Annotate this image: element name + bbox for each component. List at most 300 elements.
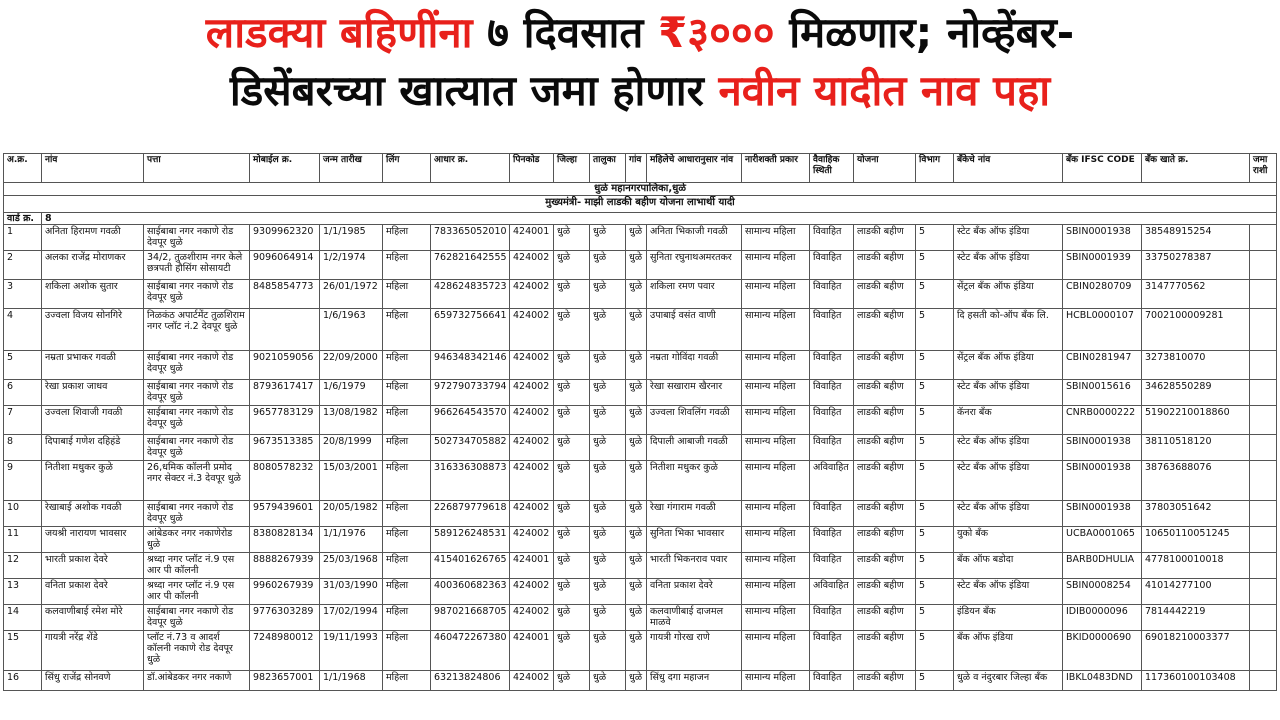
table-cell: लाडकी बहीण [854, 380, 916, 406]
table-cell: 25/03/1968 [320, 553, 383, 579]
table-cell: 9823657001 [250, 671, 320, 691]
table-cell: 34/2, तुळशीराम नगर केले छत्रपती हौसिंग सोसायटी [144, 251, 250, 280]
table-cell: धुळे [554, 225, 590, 251]
headline-red-text-2: नवीन यादीत नाव पहा [718, 66, 1051, 115]
table-cell [1250, 280, 1277, 309]
table-cell: 424002 [510, 351, 554, 380]
table-cell: आंबेडकर नगर नकाणेरोड धुळे [144, 527, 250, 553]
table-cell: दि हसती को-ऑप बँक लि. [954, 309, 1063, 351]
table-cell: 9309962320 [250, 225, 320, 251]
table-cell: 424002 [510, 251, 554, 280]
table-row [4, 527, 1277, 553]
table-cell: सामान्य महिला [742, 527, 810, 553]
table-cell: 424002 [510, 309, 554, 351]
table-cell: 38763688076 [1142, 461, 1250, 501]
table-cell: स्टेट बँक ऑफ इंडिया [954, 579, 1063, 605]
table-cell: 26,धमिक कॉलनी प्रमोद नगर सेक्टर नं.3 देवपूर धुळे [144, 461, 250, 501]
table-cell: 4 [4, 309, 42, 351]
beneficiary-table [3, 153, 1277, 691]
table-cell [1250, 501, 1277, 527]
table-cell: 20/05/1982 [320, 501, 383, 527]
table-cell: सामान्य महिला [742, 553, 810, 579]
column-header: मोबाईल क्र. [250, 154, 320, 183]
column-header: जन्म तारीख [320, 154, 383, 183]
table-cell: सामान्य महिला [742, 501, 810, 527]
table-cell: धुळे [626, 631, 647, 671]
table-cell: महिला [383, 225, 431, 251]
column-header: जिल्हा [554, 154, 590, 183]
table-cell: 20/8/1999 [320, 435, 383, 461]
table-cell: श्रध्दा नगर प्लॉट नं.9 एस आर पी कॉलनी [144, 553, 250, 579]
table-cell: धुळे [590, 351, 626, 380]
headline-amount: ₹३००० [658, 8, 775, 57]
column-header: लिंग [383, 154, 431, 183]
table-row [4, 406, 1277, 435]
table-cell: धुळे [554, 380, 590, 406]
table-cell: विवाहित [810, 225, 854, 251]
table-cell: 1/6/1963 [320, 309, 383, 351]
table-cell: धुळे [590, 225, 626, 251]
table-cell: धुळे [554, 605, 590, 631]
table-row [4, 380, 1277, 406]
table-cell: 7002100009281 [1142, 309, 1250, 351]
column-header: बँक खाते क्र. [1142, 154, 1250, 183]
column-header: योजना [854, 154, 916, 183]
table-cell: जयश्री नारायण भावसार [42, 527, 144, 553]
table-cell: 4778100010018 [1142, 553, 1250, 579]
table-cell [1250, 251, 1277, 280]
headline-text-2: मिळणार; नोव्हेंबर- [789, 8, 1075, 57]
scheme-title: मुख्यमंत्री- माझी लाडकी बहीण योजना लाभार्थी यादी [4, 196, 1277, 213]
table-cell: महिला [383, 527, 431, 553]
table-row [4, 309, 1277, 351]
table-cell: स्टेट बँक ऑफ इंडिया [954, 380, 1063, 406]
table-cell: धुळे [590, 501, 626, 527]
table-cell: SBIN0001938 [1063, 435, 1142, 461]
table-cell: 7814442219 [1142, 605, 1250, 631]
table-cell: 17/02/1994 [320, 605, 383, 631]
column-header: पत्ता [144, 154, 250, 183]
table-cell: धुळे [554, 251, 590, 280]
column-header: अ.क्र. [4, 154, 42, 183]
table-cell: 3147770562 [1142, 280, 1250, 309]
ward-label: वार्ड क्र. [4, 213, 42, 225]
table-cell: 428624835723 [431, 280, 510, 309]
table-cell: लाडकी बहीण [854, 605, 916, 631]
table-cell: लाडकी बहीण [854, 406, 916, 435]
table-cell: 5 [916, 527, 954, 553]
table-cell: 8 [4, 435, 42, 461]
table-cell: लाडकी बहीण [854, 251, 916, 280]
table-cell: सामान्य महिला [742, 309, 810, 351]
table-cell: 37803051642 [1142, 501, 1250, 527]
table-cell: विवाहित [810, 527, 854, 553]
table-cell: महिला [383, 631, 431, 671]
table-body [4, 225, 1277, 691]
table-cell: धुळे [626, 251, 647, 280]
table-cell: धुळे [626, 406, 647, 435]
table-cell: सिंधु राजेंद्र सोनवणे [42, 671, 144, 691]
table-cell: धुळे [590, 671, 626, 691]
table-cell: 5 [916, 671, 954, 691]
table-cell: लाडकी बहीण [854, 501, 916, 527]
table-row [4, 251, 1277, 280]
table-cell: सामान्य महिला [742, 406, 810, 435]
table-cell: धुळे [554, 631, 590, 671]
table-cell: रेखा गंगाराम गवळी [647, 501, 742, 527]
table-cell: 33750278387 [1142, 251, 1250, 280]
table-cell: 1/2/1974 [320, 251, 383, 280]
table-cell: सेंट्रल बँक ऑफ इंडिया [954, 351, 1063, 380]
column-header: वैवाहिक स्थिती [810, 154, 854, 183]
table-cell: UCBA0001065 [1063, 527, 1142, 553]
table-cell [1250, 225, 1277, 251]
table-cell: 424002 [510, 280, 554, 309]
table-cell: लाडकी बहीण [854, 351, 916, 380]
table-cell: धुळे [626, 435, 647, 461]
table-cell: 424001 [510, 553, 554, 579]
table-cell: 424001 [510, 631, 554, 671]
table-cell: अविवाहित [810, 579, 854, 605]
table-cell: 972790733794 [431, 380, 510, 406]
table-cell: 5 [916, 579, 954, 605]
table-cell: शकिला रमण पवार [647, 280, 742, 309]
table-cell: 69018210003377 [1142, 631, 1250, 671]
table-cell: धुळे [554, 406, 590, 435]
table-cell: रेखाबाई अशोक गवळी [42, 501, 144, 527]
table-cell: उज्वला शिवाजी गवळी [42, 406, 144, 435]
table-cell: 51902210018860 [1142, 406, 1250, 435]
table-cell: 946348342146 [431, 351, 510, 380]
table-row [4, 461, 1277, 501]
table-cell: धुळे व नंदुरबार जिल्हा बँक [954, 671, 1063, 691]
table-cell: 1/6/1979 [320, 380, 383, 406]
table-cell: वनिता प्रकाश देवरे [42, 579, 144, 605]
table-row [4, 225, 1277, 251]
table-cell: 424002 [510, 461, 554, 501]
table-cell: लाडकी बहीण [854, 527, 916, 553]
ward-number: 8 [42, 213, 1277, 225]
column-header: पिनकोड [510, 154, 554, 183]
table-cell: धुळे [554, 435, 590, 461]
headline-text-3: डिसेंबरच्या खात्यात जमा होणार [229, 66, 704, 115]
table-cell: महिला [383, 435, 431, 461]
table-cell: SBIN0001938 [1063, 225, 1142, 251]
table-cell: 1/1/1976 [320, 527, 383, 553]
table-cell: 34628550289 [1142, 380, 1250, 406]
table-cell: 460472267380 [431, 631, 510, 671]
table-cell: महिला [383, 280, 431, 309]
headline-red-text: लाडक्या बहिणींना [205, 8, 473, 57]
table-cell: 1/1/1985 [320, 225, 383, 251]
table-cell: लाडकी बहीण [854, 225, 916, 251]
table-cell: उपाबाई वसंत वाणी [647, 309, 742, 351]
table-cell: दिपाली आबाजी गवळी [647, 435, 742, 461]
table-cell: रेखा सखाराम खैरनार [647, 380, 742, 406]
table-cell: रेखा प्रकाश जाधव [42, 380, 144, 406]
table-cell: युको बँक [954, 527, 1063, 553]
org-name: धुळे महानगरपालिका,धुळे [4, 183, 1277, 196]
table-cell: विवाहित [810, 605, 854, 631]
table-cell: महिला [383, 501, 431, 527]
table-cell: साईबाबा नगर नकाणे रोड देवपूर धुळे [144, 380, 250, 406]
table-cell: 10650110051245 [1142, 527, 1250, 553]
table-cell [250, 309, 320, 351]
table-cell: BKID0000690 [1063, 631, 1142, 671]
table-cell: सामान्य महिला [742, 579, 810, 605]
table-cell: बँक ऑफ बडोदा [954, 553, 1063, 579]
table-cell: 6 [4, 380, 42, 406]
table-cell [1250, 461, 1277, 501]
table-cell: विवाहित [810, 251, 854, 280]
table-cell [1250, 553, 1277, 579]
table-cell: लाडकी बहीण [854, 671, 916, 691]
table-cell: 5 [916, 251, 954, 280]
table-cell: 1/1/1968 [320, 671, 383, 691]
table-cell: 7 [4, 406, 42, 435]
table-cell: धुळे [626, 225, 647, 251]
table-cell: सामान्य महिला [742, 461, 810, 501]
table-cell: 415401626765 [431, 553, 510, 579]
table-cell: 1 [4, 225, 42, 251]
table-cell: 9096064914 [250, 251, 320, 280]
table-cell: धुळे [590, 406, 626, 435]
table-cell: धुळे [590, 605, 626, 631]
table-cell: 38110518120 [1142, 435, 1250, 461]
table-cell: 9657783129 [250, 406, 320, 435]
table-cell: 5 [916, 225, 954, 251]
table-cell: महिला [383, 251, 431, 280]
table-cell: विवाहित [810, 631, 854, 671]
table-row [4, 579, 1277, 605]
table-cell: लाडकी बहीण [854, 579, 916, 605]
table-cell: दिपाबाई गणेश दहिहंडे [42, 435, 144, 461]
table-cell: बँक ऑफ इंडिया [954, 631, 1063, 671]
table-cell: धुळे [590, 461, 626, 501]
table-cell: 424002 [510, 380, 554, 406]
table-cell: सामान्य महिला [742, 351, 810, 380]
table-cell: सामान्य महिला [742, 251, 810, 280]
table-cell: नितीशा मधुकर कुळे [42, 461, 144, 501]
table-cell: महिला [383, 406, 431, 435]
headline-text: ७ दिवसात [487, 8, 644, 57]
table-cell: IDIB0000096 [1063, 605, 1142, 631]
column-header: बँक IFSC CODE [1063, 154, 1142, 183]
table-cell: स्टेट बँक ऑफ इंडिया [954, 501, 1063, 527]
table-cell: अविवाहित [810, 461, 854, 501]
table-cell: 16 [4, 671, 42, 691]
table-cell: धुळे [626, 553, 647, 579]
table-cell: प्लॉट नं.73 व आदर्श कॉलनी नकाणे रोड देवपूर धुळे [144, 631, 250, 671]
table-cell: 8080578232 [250, 461, 320, 501]
table-cell: सिंधु दगा महाजन [647, 671, 742, 691]
table-cell: लाडकी बहीण [854, 435, 916, 461]
table-cell: महिला [383, 671, 431, 691]
table-cell: सामान्य महिला [742, 631, 810, 671]
table-cell: लाडकी बहीण [854, 553, 916, 579]
column-header: गांव [626, 154, 647, 183]
table-cell: धुळे [626, 579, 647, 605]
table-cell: साईबाबा नगर नकाणे रोड देवपूर धुळे [144, 406, 250, 435]
table-cell: 424002 [510, 406, 554, 435]
table-cell: उज्वला विजय सोनगिरे [42, 309, 144, 351]
table-cell: 5 [916, 501, 954, 527]
table-cell: धुळे [554, 309, 590, 351]
table-cell: 14 [4, 605, 42, 631]
table-cell: विवाहित [810, 309, 854, 351]
table-cell: अनिता हिरामण गवळी [42, 225, 144, 251]
table-cell: सुनिता रघुनाथअमरतकर [647, 251, 742, 280]
column-header: नांव [42, 154, 144, 183]
table-cell: 9 [4, 461, 42, 501]
table-cell: गायत्री नरेंद्र शेंडे [42, 631, 144, 671]
table-cell: अनिता भिकाजी गवळी [647, 225, 742, 251]
table-cell: 8888267939 [250, 553, 320, 579]
table-cell: धुळे [626, 605, 647, 631]
table-cell: BARB0DHULIA [1063, 553, 1142, 579]
table-cell: 15/03/2001 [320, 461, 383, 501]
table-cell: 10 [4, 501, 42, 527]
table-cell: महिला [383, 461, 431, 501]
table-cell: 3273810070 [1142, 351, 1250, 380]
table-cell: सामान्य महिला [742, 225, 810, 251]
table-cell: 762821642555 [431, 251, 510, 280]
table-cell: अलका राजेंद्र मोराणकर [42, 251, 144, 280]
table-cell: विवाहित [810, 380, 854, 406]
table-row [4, 671, 1277, 691]
table-cell [1250, 351, 1277, 380]
table-cell: लाडकी बहीण [854, 631, 916, 671]
table-cell: 424002 [510, 501, 554, 527]
table-cell: धुळे [626, 351, 647, 380]
table-cell: विवाहित [810, 406, 854, 435]
table-cell: 8485854773 [250, 280, 320, 309]
column-header: तालुका [590, 154, 626, 183]
table-cell: 15 [4, 631, 42, 671]
table-cell: नितीशा मधुकर कुळे [647, 461, 742, 501]
table-cell: 5 [916, 605, 954, 631]
table-cell: HCBL0000107 [1063, 309, 1142, 351]
table-cell: धुळे [590, 579, 626, 605]
table-cell: साईबाबा नगर नकाणे रोड देवपूर धुळे [144, 351, 250, 380]
table-cell: SBIN0001938 [1063, 501, 1142, 527]
table-cell: साईबाबा नगर नकाणे रोड देवपूर धुळे [144, 225, 250, 251]
table-cell: नम्रता प्रभाकर गवळी [42, 351, 144, 380]
table-cell: उज्वला शिवलिंग गवळी [647, 406, 742, 435]
table-cell: गायत्री गोरख राणे [647, 631, 742, 671]
table-cell: सुनिता भिका भावसार [647, 527, 742, 553]
column-header: विभाग [916, 154, 954, 183]
table-cell: सेंट्रल बँक ऑफ इंडिया [954, 280, 1063, 309]
table-cell: धुळे [626, 309, 647, 351]
table-cell: 11 [4, 527, 42, 553]
table-cell: 7248980012 [250, 631, 320, 671]
table-cell: 424002 [510, 435, 554, 461]
table-cell: महिला [383, 605, 431, 631]
table-cell: 400360682363 [431, 579, 510, 605]
table-cell: 783365052010 [431, 225, 510, 251]
table-cell [1250, 671, 1277, 691]
table-cell: 424002 [510, 605, 554, 631]
table-cell: स्टेट बँक ऑफ इंडिया [954, 461, 1063, 501]
table-cell: लाडकी बहीण [854, 309, 916, 351]
table-cell: वनिता प्रकाश देवरे [647, 579, 742, 605]
table-cell: इंडियन बँक [954, 605, 1063, 631]
table-cell [1250, 631, 1277, 671]
table-cell: 5 [916, 461, 954, 501]
table-cell: विवाहित [810, 553, 854, 579]
table-cell: धुळे [590, 435, 626, 461]
table-cell: 8380828134 [250, 527, 320, 553]
table-cell: SBIN0001938 [1063, 461, 1142, 501]
table-cell: स्टेट बँक ऑफ इंडिया [954, 435, 1063, 461]
table-row [4, 280, 1277, 309]
table-cell: CBIN0281947 [1063, 351, 1142, 380]
table-cell: धुळे [590, 309, 626, 351]
table-cell: कलवाणीबाई रमेश मोरे [42, 605, 144, 631]
table-cell: डॉ.आंबेडकर नगर नकाणे [144, 671, 250, 691]
table-cell: 659732756641 [431, 309, 510, 351]
table-cell: धुळे [554, 351, 590, 380]
table-cell: IBKL0483DND [1063, 671, 1142, 691]
table-cell: सामान्य महिला [742, 380, 810, 406]
table-cell [1250, 605, 1277, 631]
table-row [4, 501, 1277, 527]
table-cell: 2 [4, 251, 42, 280]
table-cell: 316336308873 [431, 461, 510, 501]
table-cell: धुळे [554, 553, 590, 579]
table-cell: कलवाणीबाई दाजमल माळवे [647, 605, 742, 631]
table-cell: धुळे [590, 553, 626, 579]
table-cell: विवाहित [810, 280, 854, 309]
table-cell: लाडकी बहीण [854, 280, 916, 309]
table-cell: 5 [916, 406, 954, 435]
table-cell: सामान्य महिला [742, 605, 810, 631]
table-cell: भारती प्रकाश देवरे [42, 553, 144, 579]
table-cell: 5 [916, 280, 954, 309]
column-header: जमा राशी [1250, 154, 1277, 183]
column-header: महिलेचे आधारानुसार नांव [647, 154, 742, 183]
table-cell: विवाहित [810, 435, 854, 461]
table-cell: कॅनरा बँक [954, 406, 1063, 435]
beneficiary-list-sheet [3, 153, 1275, 691]
table-cell: 502734705882 [431, 435, 510, 461]
table-cell: धुळे [626, 671, 647, 691]
table-cell: धुळे [590, 527, 626, 553]
table-cell: 5 [916, 380, 954, 406]
table-cell: साईबाबा नगर नकाणे रोड देवपूर धुळे [144, 605, 250, 631]
table-cell: 3 [4, 280, 42, 309]
table-cell: 9673513385 [250, 435, 320, 461]
table-cell: स्टेट बँक ऑफ इंडिया [954, 225, 1063, 251]
table-cell: विवाहित [810, 501, 854, 527]
table-cell [1250, 435, 1277, 461]
table-cell: 9960267939 [250, 579, 320, 605]
table-cell: 9021059056 [250, 351, 320, 380]
table-cell: 12 [4, 553, 42, 579]
table-cell: महिला [383, 351, 431, 380]
table-cell: 5 [916, 435, 954, 461]
table-cell: 424002 [510, 671, 554, 691]
table-cell: धुळे [626, 461, 647, 501]
table-cell: 424002 [510, 579, 554, 605]
table-cell: SBIN0015616 [1063, 380, 1142, 406]
table-cell: 19/11/1993 [320, 631, 383, 671]
table-cell: धुळे [554, 527, 590, 553]
table-cell: 5 [916, 631, 954, 671]
table-cell: शकिला अशोक सुतार [42, 280, 144, 309]
headline-line-1 [0, 4, 1280, 62]
